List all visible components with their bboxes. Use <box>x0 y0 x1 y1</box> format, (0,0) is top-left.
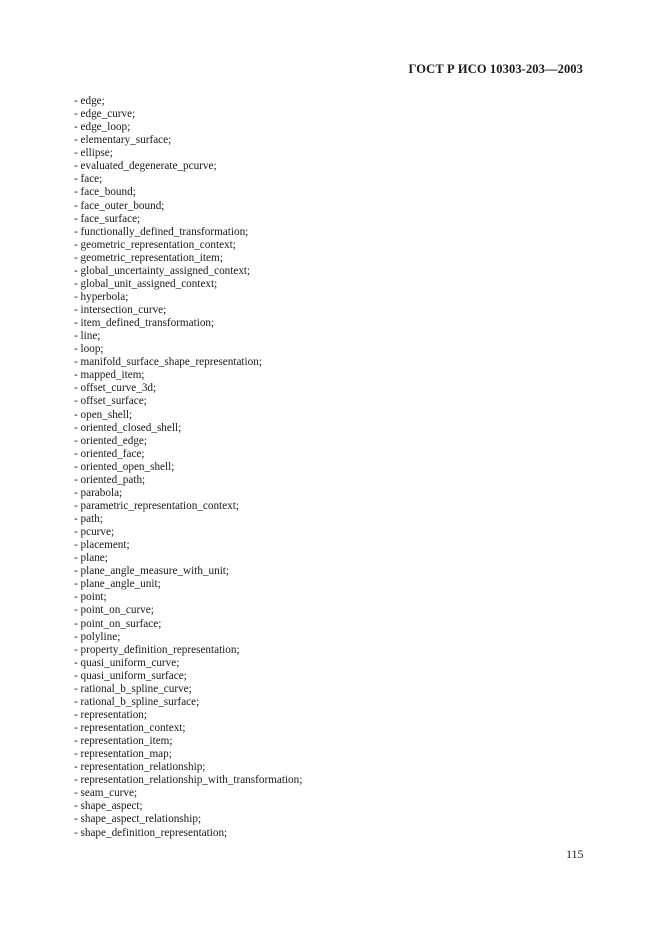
list-item: - global_uncertainty_assigned_context; <box>74 264 251 277</box>
list-item: - representation_context; <box>74 722 186 734</box>
list-item: - mapped_item; <box>74 369 145 382</box>
list-item: - edge; <box>74 95 105 107</box>
list-item: - elementary_surface; <box>74 134 172 147</box>
list-item: - quasi_uniform_curve; <box>74 656 180 669</box>
list-item: - oriented_closed_shell; <box>74 421 182 434</box>
list-item: - point_on_curve; <box>74 604 154 617</box>
list-item: - face_surface; <box>74 212 141 225</box>
list-item: - parametric_representation_context; <box>74 499 239 512</box>
list-item: - ellipse; <box>74 147 113 160</box>
list-item: - plane; <box>74 552 108 565</box>
list-item: - oriented_open_shell; <box>74 460 175 473</box>
list-item: - global_unit_assigned_context; <box>74 277 218 290</box>
entity-list <box>74 95 302 840</box>
list-item: - point_on_surface; <box>74 617 162 630</box>
list-item: - shape_aspect; <box>74 800 143 813</box>
list-item: - offset_surface; <box>74 395 147 408</box>
list-item: - representation_relationship_with_transformation; <box>74 774 303 787</box>
list-item: - representation_map; <box>74 748 172 761</box>
list-item: - edge_curve; <box>74 108 136 121</box>
list-item: - representation; <box>74 708 147 721</box>
list-item: - item_defined_transformation; <box>74 317 215 330</box>
list-item: - pcurve; <box>74 526 115 539</box>
list-item: - property_definition_representation; <box>74 643 240 656</box>
list-item: - rational_b_spline_surface; <box>74 695 200 708</box>
list-item: - geometric_representation_item; <box>74 251 223 264</box>
list-item: - representation_relationship; <box>74 761 206 774</box>
list-item: - open_shell; <box>74 408 133 421</box>
list-item: - evaluated_degenerate_pcurve; <box>74 160 217 173</box>
list-item: - line; <box>74 330 101 343</box>
list-item: - oriented_path; <box>74 473 146 486</box>
list-item: - functionally_defined_transformation; <box>74 225 249 238</box>
list-item: - hyperbola; <box>74 290 129 303</box>
list-item: - shape_definition_representation; <box>74 826 228 839</box>
list-item: - point; <box>74 591 107 604</box>
list-item: - offset_curve_3d; <box>74 382 157 395</box>
page-number: 115 <box>566 847 584 861</box>
list-item: - parabola; <box>74 486 123 499</box>
list-item: - geometric_representation_context; <box>74 238 236 251</box>
list-item: - seam_curve; <box>74 787 138 800</box>
list-item: - plane_angle_unit; <box>74 578 161 591</box>
list-item: - placement; <box>74 539 130 552</box>
list-item: - manifold_surface_shape_representation; <box>74 356 262 369</box>
document-header: ГОСТ Р ИСО 10303-203—2003 <box>408 62 583 76</box>
list-item: - plane_angle_measure_with_unit; <box>74 565 230 578</box>
list-item: - representation_item; <box>74 735 173 748</box>
list-item: - shape_aspect_relationship; <box>74 813 202 826</box>
list-item: - loop; <box>74 343 104 356</box>
list-item: - path; <box>74 513 103 525</box>
list-item: - quasi_uniform_surface; <box>74 669 187 682</box>
list-item: - face_bound; <box>74 186 136 199</box>
list-item: - intersection_curve; <box>74 304 167 316</box>
list-item: - edge_loop; <box>74 121 131 134</box>
list-item: - oriented_face; <box>74 447 145 460</box>
list-item: - oriented_edge; <box>74 434 147 447</box>
list-item: - face; <box>74 173 103 186</box>
list-item: - face_outer_bound; <box>74 199 165 212</box>
list-item: - polyline; <box>74 630 121 643</box>
list-item: - rational_b_spline_curve; <box>74 682 192 695</box>
